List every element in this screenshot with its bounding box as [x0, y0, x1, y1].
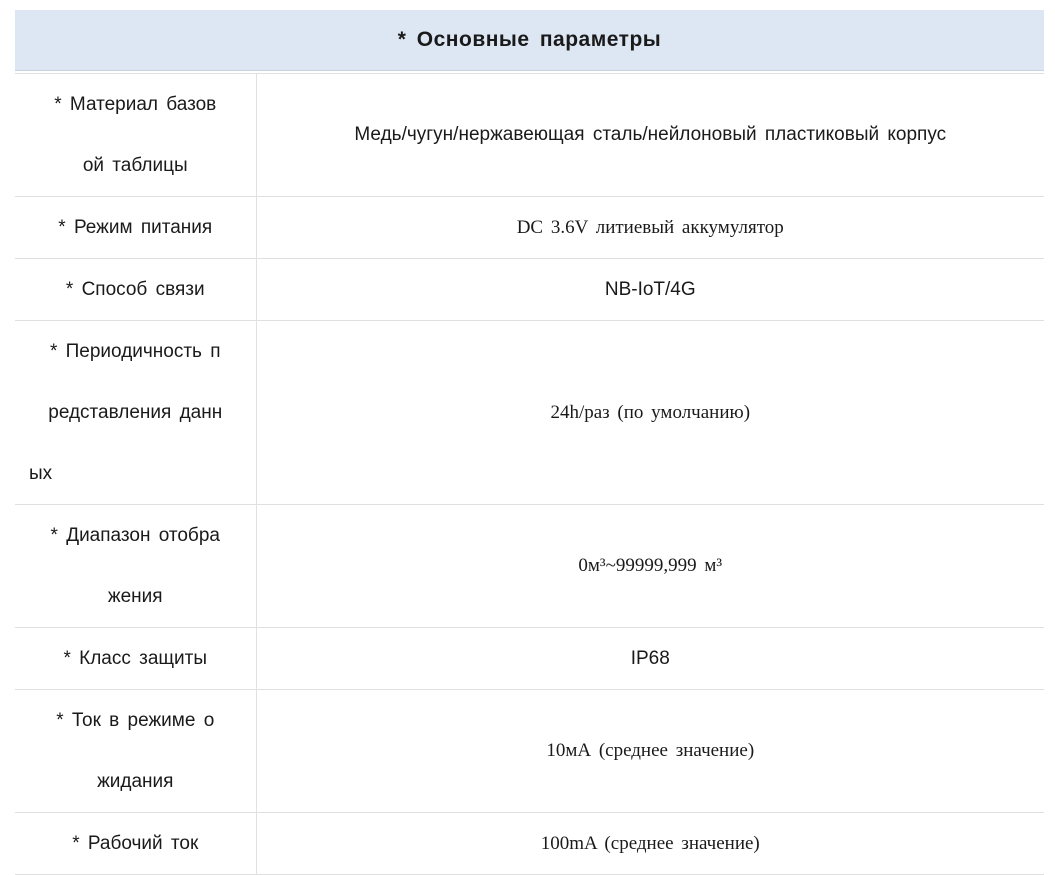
param-name-cell [15, 74, 256, 197]
param-name-cell [15, 628, 256, 690]
param-value: 0м³~99999,999 м³ [256, 505, 1044, 628]
table-row [15, 259, 1044, 321]
param-value: Медь/чугун/нержавеющая сталь/нейлоновый пластиковый корпус [256, 74, 1044, 197]
table-row [15, 690, 1044, 813]
param-value: DC 3.6V литиевый аккумулятор [256, 197, 1044, 259]
param-name-cell [15, 690, 256, 813]
param-name-line: жения [107, 586, 163, 607]
table-row [15, 628, 1044, 690]
parameters-table [15, 73, 1044, 875]
param-name-cell [15, 813, 256, 875]
table-row [15, 505, 1044, 628]
param-name-line: * Рабочий ток [72, 833, 199, 854]
param-name-line: * Способ связи [65, 279, 205, 300]
param-value: NB-IoT/4G [256, 259, 1044, 321]
table-row [15, 813, 1044, 875]
param-name-line: * Материал базов [54, 94, 217, 115]
param-name-cell [15, 505, 256, 628]
table-title: * Основные параметры [397, 28, 662, 51]
param-name-line: * Класс защиты [63, 648, 208, 669]
param-name-line: * Диапазон отобра [50, 525, 220, 546]
param-name-line: редставления данн [48, 402, 223, 423]
param-name-cell [15, 259, 256, 321]
table-row [15, 74, 1044, 197]
table-row [15, 197, 1044, 259]
param-value: 10мА (среднее значение) [256, 690, 1044, 813]
param-name-cell [15, 197, 256, 259]
param-name-line: ых [29, 463, 53, 484]
param-name-cell [15, 321, 256, 505]
param-name-line: * Ток в режиме о [56, 710, 215, 731]
param-name-line: ой таблицы [82, 155, 188, 176]
table-header [15, 10, 1044, 71]
param-value: 24h/раз (по умолчанию) [256, 321, 1044, 505]
param-name-line: * Периодичность п [49, 341, 221, 362]
param-value: 100mA (среднее значение) [256, 813, 1044, 875]
param-value: IP68 [256, 628, 1044, 690]
table-row [15, 321, 1044, 505]
param-name-line: * Режим питания [58, 217, 213, 238]
parameters-table-container [15, 10, 1044, 875]
param-name-line: жидания [97, 771, 174, 792]
